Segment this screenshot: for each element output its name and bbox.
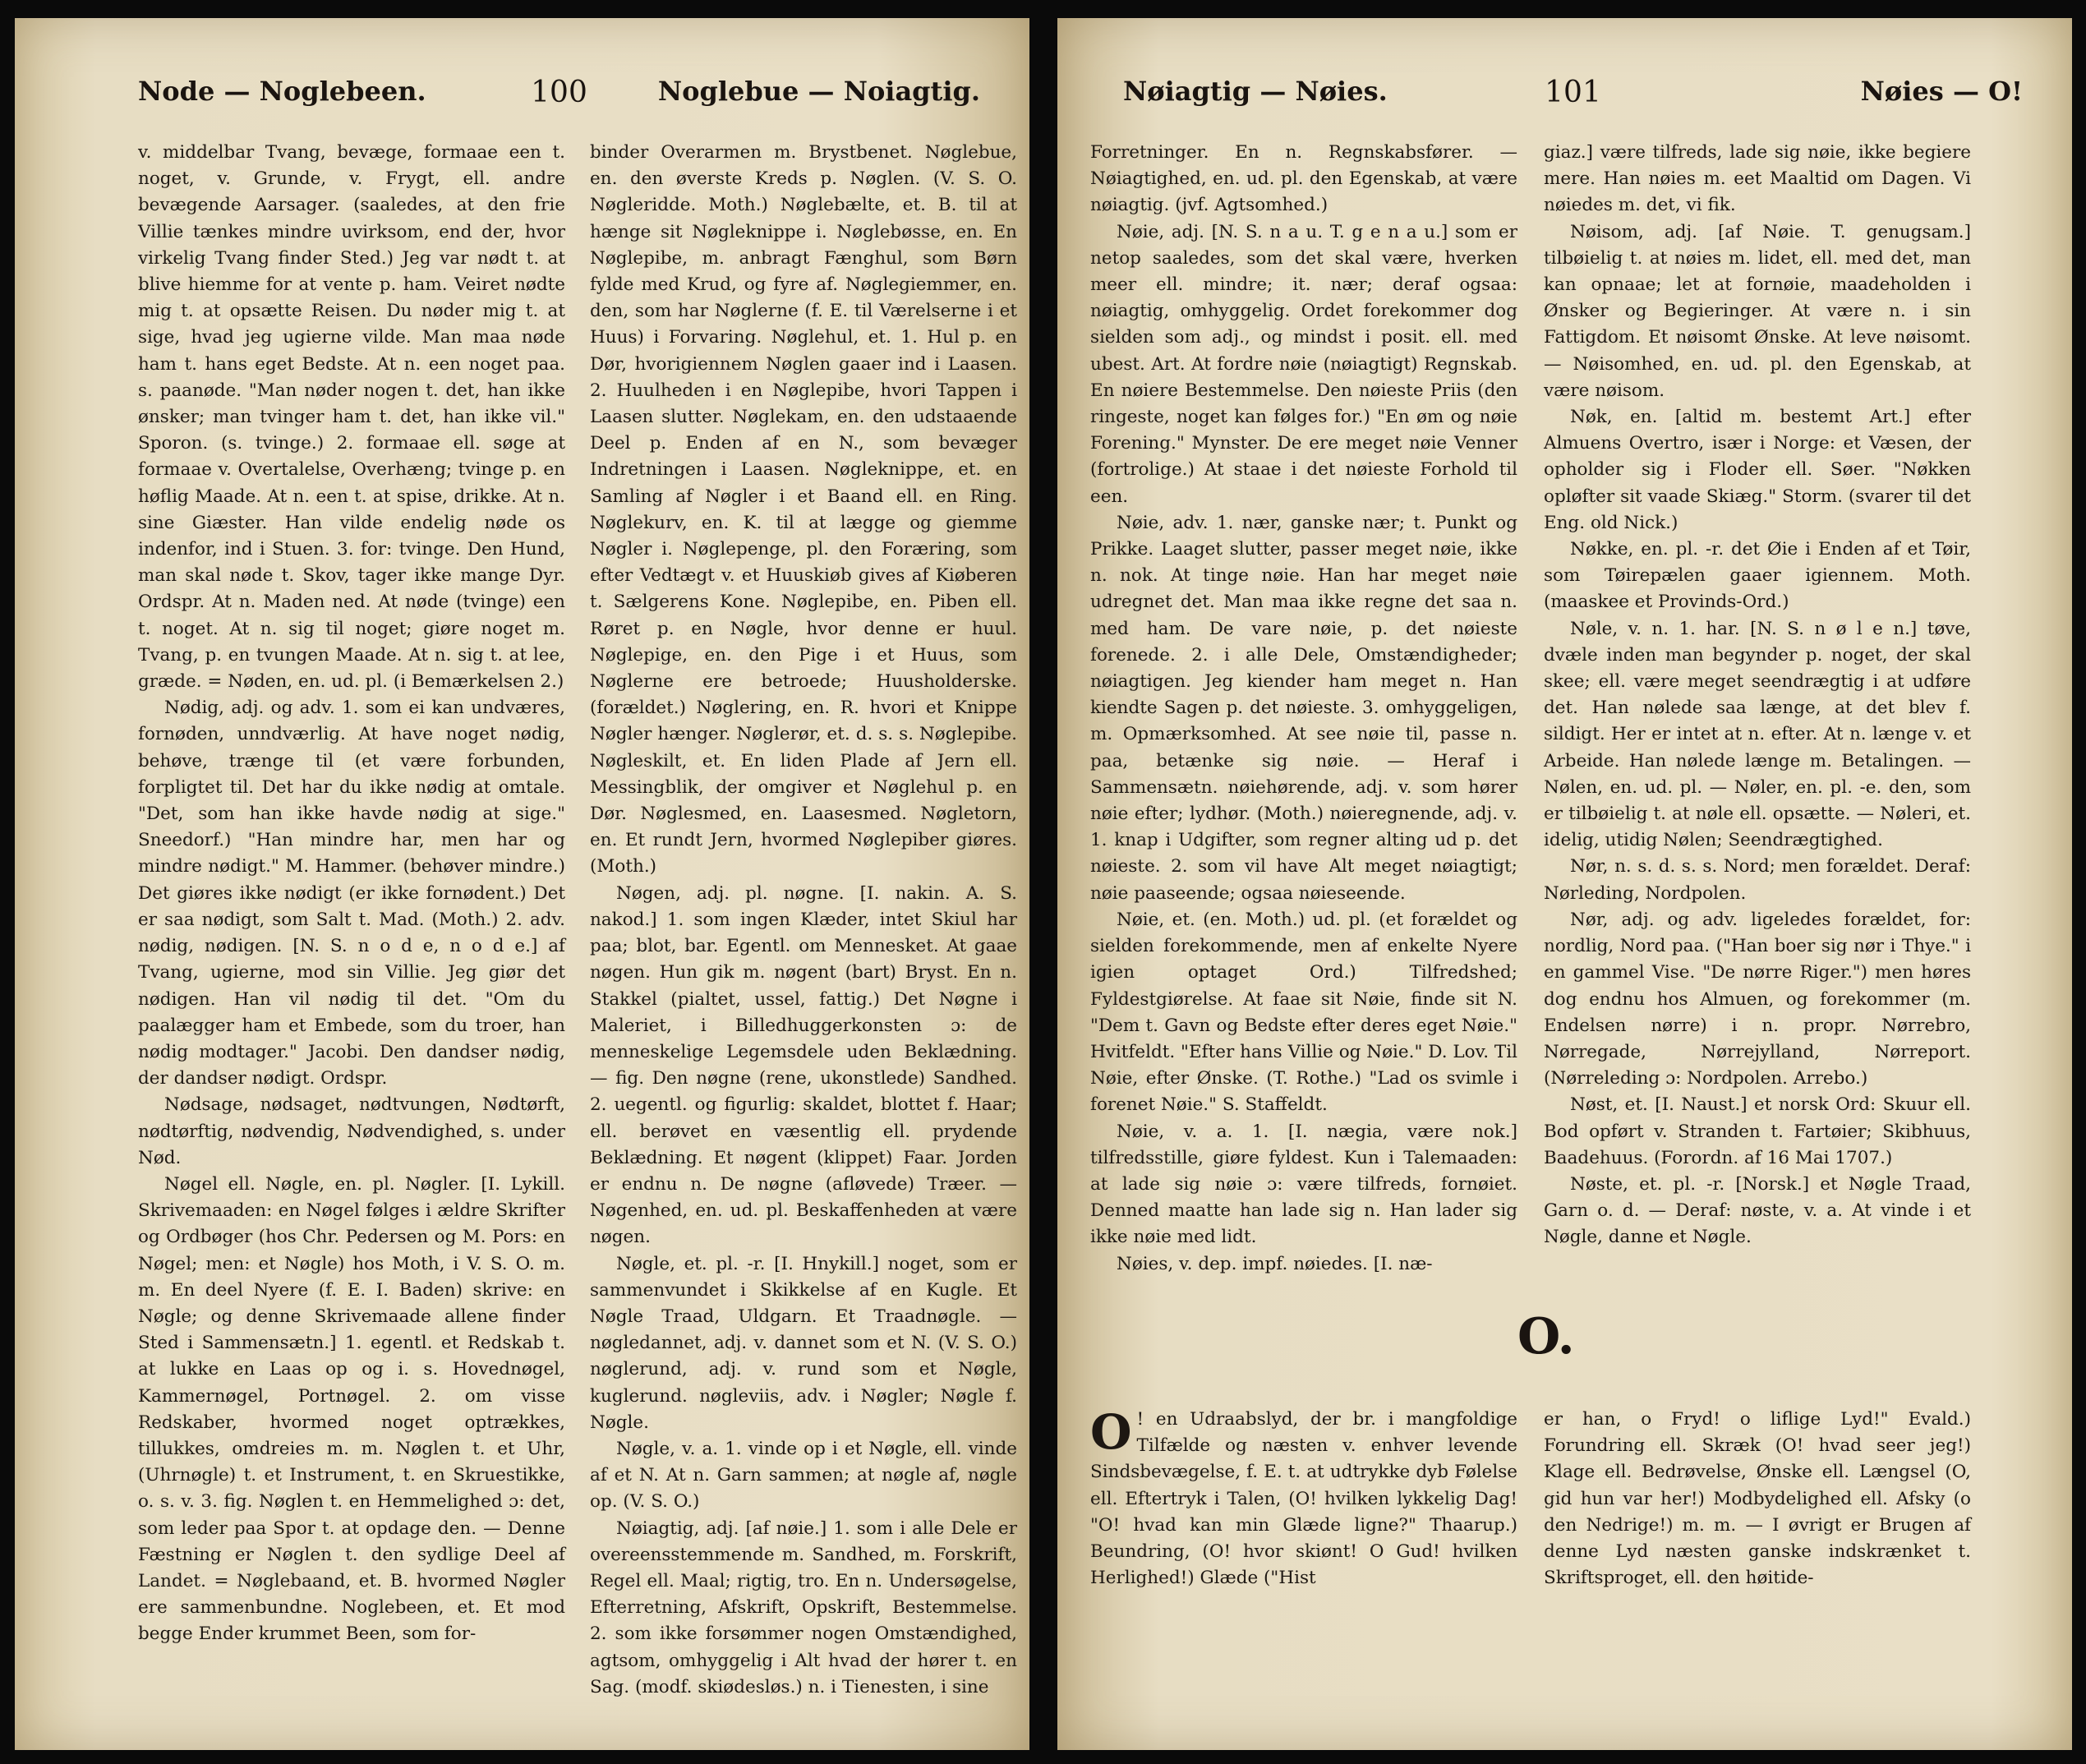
entry-text: Nøie, adj. [N. S. n a u. T. g e n a u.] som er netop saaledes, som det skal være, hverken meer ell. mindre; it. nær; deraf ogsaa: nøiagtig, omhyggelig. Ordet forekommer dog sielden som adj., og mindst i posit. ell. med ubest. Art. At fordre nøie (nøiagtigt) Regnskab. En nøiere Bestemmelse. Den nøieste Priis (den ringeste, noget kan følges for.) "En øm og nøie Forening." Mynster. De ere meget nøie Venner (fortrolige.) At staae i det nøieste Forhold til een. <box>1090 221 1517 507</box>
entry-text: Nør, n. s. d. s. s. Nord; men forældet. Deraf: Nørleding, Nordpolen. <box>1544 856 1971 904</box>
left-column-1 <box>138 140 565 1701</box>
entry-text: giaz.] være tilfreds, lade sig nøie, ikke begiere mere. Han nøies m. eet Maaltid om Dagen. Vi nøiedes m. det, vi fik. <box>1544 142 1971 216</box>
left-running-head <box>138 76 980 125</box>
entry-text: Nøisom, adj. [af Nøie. T. genugsam.] tilbøielig t. at nøies m. lidet, ell. med det, man kan opnaae; let at fornøie, maadeholden i Ønsker og Begieringer. At være n. i sin Fattigdom. Et nøisomt Ønske. At leve nøisomt. — Nøisomhed, en. ud. pl. den Egenskab, at være nøisom. <box>1544 221 1971 401</box>
entry-text: Nøle, v. n. 1. har. [N. S. n ø l e n.] tøve, dvæle inden man begynder p. noget, der skal skee; ell. være meget seendrægtig i at udføre det. Han nølede saa længe, at det blev f. sildigt. Her er intet at n. efter. At n. længe v. et Arbeide. Han nølede længe m. Betalingen. — Nølen, en. ud. pl. — Nøler, en. pl. -e. den, som er tilbøielig t. at nøle ell. opsætte. — Nøleri, et. idelig, utidig Nølen; Seendrægtighed. <box>1544 618 1971 851</box>
right-page <box>1057 18 2072 1750</box>
drop-cap: O <box>1090 1404 1132 1460</box>
entry-text: Nødig, adj. og adv. 1. som ei kan undværes, fornøden, unndværlig. At have noget nødig, behøve, trænge til (et være forbunden, forpligtet til. Det har du ikke nødig at omtale. "Det, som han ikke havde nødig at sige." Sneedorf.) "Han mindre har, men har og mindre nødigt." M. Hammer. (behøver mindre.) Det giøres ikke nødigt (er ikke fornødent.) Det er saa nødigt, som Salt t. Mad. (Moth.) 2. adv. nødig, nødigen. [N. S. n o d e, n o d e.] af Tvang, ugierne, mod sin Villie. Jeg giør det nødigen. Han vil nødig til det. "Om du paalægger ham et Embede, som du troer, han nødig modtager." Jacobi. Den dandser nødig, der dandser nødigt. Ordspr. <box>138 698 565 1089</box>
left-column-2 <box>590 140 1017 1701</box>
entry-text: Nøkke, en. pl. -r. det Øie i Enden af et Tøir, som Tøirepælen gaaer igiennem. Moth. (maaskee et Provinds-Ord.) <box>1544 539 1971 613</box>
entry-text: Nøies, v. dep. impf. nøiedes. [I. næ- <box>1117 1253 1433 1274</box>
right-column-1 <box>1090 140 1517 1274</box>
entry-text: Nøst, et. [I. Naust.] et norsk Ord: Skuur ell. Bod opført v. Stranden t. Fartøier; Skibhuus, Baadehuus. (Forordn. af 16 Mai 1707.) <box>1544 1094 1971 1168</box>
entry-text: Nøk, en. [altid m. bestemt Art.] efter Almuens Overtro, især i Norge: et Væsen, der opholder sig i Floder ell. Søer. "Nøkken opløfter sit vaade Skiæg." Storm. (svarer til det Eng. old Nick.) <box>1544 407 1971 533</box>
right-header-left: Nøiagtig — Nøies. <box>1123 76 1388 107</box>
left-header-right: Noglebue — Noiagtig. <box>657 76 980 107</box>
right-section-column-1 <box>1090 1404 1517 1735</box>
right-column-2 <box>1544 140 1971 1248</box>
entry-text: Nøgle, et. pl. -r. [I. Hnykill.] noget, som er sammenvundet i Skikkelse af en Kugle. Et Nøgle Traad, Uldgarn. Et Traadnøgle. — nøgledannet, adj. v. dannet som et N. (V. S. O.) nøglerund, adj. v. rund som et Nøgle, kuglerund. nøgleviis, adv. i Nøgler; Nøgle f. Nøgle. <box>590 1253 1017 1433</box>
entry-text: ! en Udraabslyd, der br. i mangfoldige Tilfælde og næsten v. enhver levende Sindsbevægelse, f. E. t. at udtrykke dyb Følelse ell. Eftertryk i Talen, (O! hvilken lykkelig Dag! "O! hvad kan min Glæde ligne?" Thaarup.) Beundring, (O! hvor skiønt! O Gud! hvilken Herlighed!) Glæde ("Hist <box>1090 1409 1517 1589</box>
entry-text: Nøie, v. a. 1. [I. nægia, være nok.] tilfredsstille, giøre fyldest. Kun i Talemaaden: at lade sig nøie ɔ: være tilfreds, fornøiet. Denned maatte han lade sig n. Han lader sig ikke nøie med lidt. <box>1090 1121 1517 1248</box>
right-running-head <box>1123 76 2023 125</box>
entry-text: v. middelbar Tvang, bevæge, formaae een t. noget, v. Grunde, v. Frygt, ell. andre bevægende Aarsager. (saaledes, at den frie Villie tænkes mindre uvirksom, end der, hvor virkelig Tvang finder Sted.) Jeg var nødt t. at blive hiemme for at vente p. ham. Veiret nødte mig t. at opsætte Reisen. Du nøder mig t. at sige, hvad jeg ugierne vilde. Man maa nøde ham t. hans eget Bedste. At n. een noget paa. s. paanøde. "Man nøder nogen t. det, han ikke ønsker; man tvinger ham t. det, han ikke vil." Sporon. (s. tvinge.) 2. formaae ell. søge at formaae v. Overtalelse, Overhæng; tvinge p. en høflig Maade. At n. een t. at spise, drikke. At n. sine Giæster. Han vilde endelig nøde os indenfor, ind i Stuen. 3. for: tvinge. Den Hund, man skal nøde t. Skov, tager ikke mange Dyr. Ordspr. At n. Maden ned. At nøde (tvinge) een t. noget. At n. sig til noget; giøre noget m. Tvang, p. en tvungen Maade. At n. sig t. at lee, græde. = Nøden, en. ud. pl. (i Bemærkelsen 2.) <box>138 142 565 693</box>
left-page <box>15 18 1029 1750</box>
entry-text: Nør, adj. og adv. ligeledes forældet, for: nordlig, Nord paa. ("Han boer sig nør i Thye." i en gammel Vise. "De nørre Riger.") men høres dog endnu hos Almuen, og forekommer (m. Endelsen nørre) i n. propr. Nørrebro, Nørregade, Nørrejylland, Nørreport. (Nørreleding ɔ: Nordpolen. Arrebo.) <box>1544 909 1971 1089</box>
entry-text: Nøiagtig, adj. [af nøie.] 1. som i alle Dele er overeensstemmende m. Sandhed, m. Forskrift, Regel ell. Maal; rigtig, tro. En n. Undersøgelse, Efterretning, Afskrift, Opskrift, Bestemmelse. 2. som ikke forsømmer nogen Omstændighed, agtsom, omhyggelig i Alt hvad der hører t. en Sag. (modf. skiødesløs.) n. i Tienesten, i sine <box>590 1518 1017 1697</box>
entry-text: er han, o Fryd! o liflige Lyd!" Evald.) Forundring ell. Skræk (O! hvad seer jeg!) Klage ell. Bedrøvelse, Ønske ell. Længsel (O, gid hun var her!) Modbydelighed ell. Afsky (o den Nedrige!) m. m. — I øvrigt er Brugen af denne Lyd næsten ganske indskrænket t. Skriftsproget, ell. den høitide- <box>1544 1409 1971 1589</box>
left-header-left: Node — Noglebeen. <box>138 76 426 107</box>
right-header-right: Nøies — O! <box>1860 76 2023 107</box>
entry-text: binder Overarmen m. Brystbenet. Nøglebue, en. den øverste Kreds p. Nøglen. (V. S. O. Nøgleridde. Moth.) Nøglebælte, et. B. til at hænge sit Nøgleknippe i. Nøglebøsse, en. En Nøglepibe, m. anbragt Fænghul, som Børn fylde med Krud, og fyre af. Nøglegiemmer, en. den, som har Nøglerne (f. E. til Værelserne i et Huus) i Forvaring. Nøglehul, et. 1. Hul p. en Dør, hvorigiennem Nøglen gaaer ind i Laasen. 2. Huulheden i en Nøglepibe, hvori Tappen i Laasen slutter. Nøglekam, en. den udstaaende Deel p. Enden af en N., som bevæger Indretningen i Laasen. Nøgleknippe, et. en Samling af Nøgler i et Baand ell. en Ring. Nøglekurv, en. K. til at lægge og giemme Nøgler i. Nøglepenge, pl. den Foræring, som efter Vedtægt v. et Huuskiøb gives af Kiøberen t. Sælgerens Kone. Nøglepibe, en. Piben ell. Røret p. en Nøgle, hvor denne er huul. Nøglepige, en. den Pige i et Huus, som Nøglerne ere betroede; Huusholderske. (forældet.) Nøglering, en. R. hvori et Knippe Nøgler hænger. Nøglerør, et. d. s. s. Nøglepibe. Nøgleskilt, et. En liden Plade af Jern ell. Messingblik, der omgiver et Nøglehul p. en Dør. Nøglesmed, en. Laasesmed. Nøgletorn, en. Et rundt Jern, hvormed Nøglepiber giøres. (Moth.) <box>590 142 1017 877</box>
entry-text: Nøgle, v. a. 1. vinde op i et Nøgle, ell. vinde af et N. At n. Garn sammen; at nøgle af, nøgle op. (V. S. O.) <box>590 1438 1017 1513</box>
section-letter-heading: O. <box>1517 1308 1575 1366</box>
entry-text: Nøie, et. (en. Moth.) ud. pl. (et forældet og sielden forekommende, men af enkelte Nyere igien optaget Ord.) Tilfredshed; Fyldestgiørelse. At faae sit Nøie, finde sit N. "Dem t. Gavn og Bedste efter deres eget Nøie." Hvitfeldt. "Efter hans Villie og Nøie." D. Lov. Til Nøie, efter Ønske. (T. Rothe.) "Lad os svimle i forenet Nøie." S. Staffeldt. <box>1090 909 1517 1116</box>
entry-text: Nøie, adv. 1. nær, ganske nær; t. Punkt og Prikke. Laaget slutter, passer meget nøie, ikke n. nok. At tinge nøie. Han har meget nøie udregnet det. Man maa ikke regne det saa n. med ham. De vare nøie, p. det nøieste forenede. 2. i alle Dele, Omstændigheder; nøiagtigen. Jeg kiender ham meget n. Han kiendte Sagen p. det nøieste. 3. omhyggeligen, m. Opmærksomhed. At see nøie til, passe n. paa, betænke sig nøie. — Heraf i Sammensætn. nøiehørende, adj. v. som hører nøie efter; lydhør. (Moth.) nøieregnende, adj. v. 1. knap i Udgifter, som regner alting ud p. det nøieste. 2. som vil have Alt meget nøiagtigt; nøie paaseende; ogsaa nøieseende. <box>1090 512 1517 904</box>
entry-text: Forretninger. En n. Regnskabsfører. — Nøiagtighed, en. ud. pl. den Egenskab, at være nøiagtig. (jvf. Agtsomhed.) <box>1090 142 1517 216</box>
entry-text: Nøste, et. pl. -r. [Norsk.] et Nøgle Traad, Garn o. d. — Deraf: nøste, v. a. At vinde i et Nøgle, danne et Nøgle. <box>1544 1173 1971 1248</box>
left-page-number: 100 <box>531 76 587 109</box>
right-section-column-2 <box>1544 1407 1971 1735</box>
right-page-number: 101 <box>1545 76 1601 109</box>
entry-text: Nøgen, adj. pl. nøgne. [I. nakin. A. S. nakod.] 1. som ingen Klæder, intet Skiul har paa; blot, bar. Egentl. om Mennesket. At gaae nøgen. Hun gik m. nøgent (bart) Bryst. En n. Stakkel (pialtet, ussel, fattig.) Det Nøgne i Maleriet, i Billedhuggerkonsten ɔ: de menneskelige Legemsdele uden Beklædning. — fig. Den nøgne (rene, ukonstlede) Sandhed. 2. uegentl. og figurlig: skaldet, blottet f. Haar; ell. berøvet en væsentlig ell. prydende Beklædning. Et nøgent (klippet) Faar. Jorden er endnu n. De nøgne (afløvede) Træer. — Nøgenhed, en. ud. pl. Beskaffenheden at være nøgen. <box>590 882 1017 1248</box>
entry-text: Nødsage, nødsaget, nødtvungen, Nødtørft, nødtørftig, nødvendig, Nødvendighed, s. under Nød. <box>138 1094 565 1168</box>
entry-text: Nøgel ell. Nøgle, en. pl. Nøgler. [I. Lykill. Skrivemaaden: en Nøgel følges i ældre Skrifter og Ordbøger (hos Chr. Pedersen og M. Pors: en Nøgel; men: et Nøgle) hos Moth, i V. S. O. m. m. En deel Nyere (f. E. I. Baden) skrive: en Nøgle; og denne Skrivemaade allene finder Sted i Sammensætn.] 1. egentl. et Redskab t. at lukke en Laas op og i. s. Hovednøgel, Kammernøgel, Portnøgel. 2. om visse Redskaber, hvormed noget optrækkes, tillukkes, omdreies m. m. Nøglen t. et Uhr, (Uhrnøgle) t. et Instrument, t. en Skruestikke, o. s. v. 3. fig. Nøglen t. en Hemmelighed ɔ: det, som leder paa Spor t. at opdage den. — Denne Fæstning er Nøglen t. den sydlige Deel af Landet. = Nøglebaand, et. B. hvormed Nøgler ere sammenbundne. Noglebeen, et. Et mod begge Ender krummet Been, som for- <box>138 1173 565 1645</box>
